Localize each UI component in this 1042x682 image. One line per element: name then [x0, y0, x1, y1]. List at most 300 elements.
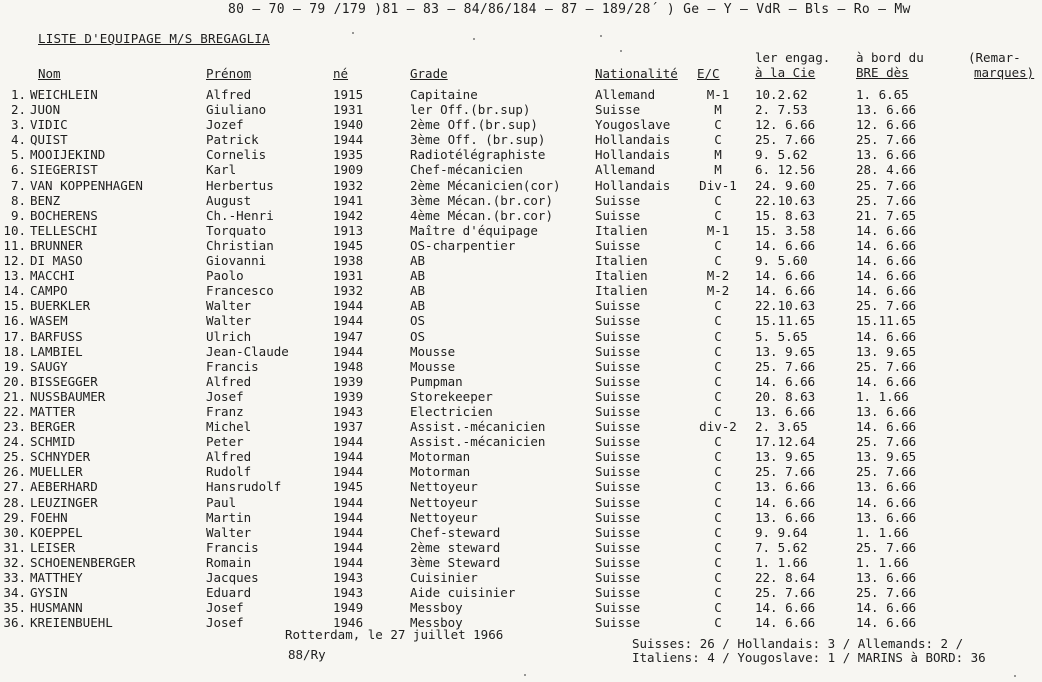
table-row: [0, 344, 1042, 359]
crew-nationality: Hollandais: [595, 132, 671, 148]
crew-contract-type: C: [714, 570, 722, 585]
crew-engagement-date: 14. 6.66: [755, 237, 816, 253]
crew-rank: Pumpman: [410, 373, 463, 389]
crew-first-name: Martin: [206, 509, 252, 525]
crew-on-board-date: 14. 6.66: [856, 268, 917, 284]
crew-contract-type: C: [714, 464, 722, 480]
crew-nationality: Suisse: [595, 358, 641, 374]
crew-on-board-date: 1. 1.66: [856, 554, 909, 570]
crew-contract-type: C: [714, 554, 722, 570]
crew-number: 13.: [3, 268, 26, 284]
crew-on-board-date: 14. 6.66: [856, 253, 917, 269]
crew-on-board-date: 25. 7.66: [856, 192, 917, 208]
crew-birth-year: 1944: [333, 464, 364, 480]
crew-surname: FOEHN: [30, 509, 68, 525]
crew-engagement-date: 25. 7.66: [755, 464, 816, 480]
crew-contract-type: C: [714, 539, 722, 555]
crew-first-name: Josef: [206, 600, 244, 616]
table-row: [0, 419, 1042, 434]
crew-rank: Maître d'équipage: [410, 222, 538, 238]
crew-on-board-date: 25. 7.66: [856, 464, 917, 480]
crew-birth-year: 1940: [333, 117, 364, 133]
crew-birth-year: 1937: [333, 419, 364, 435]
header-remarques-line1: (Remar-: [968, 50, 1021, 65]
crew-contract-type: M-1: [706, 87, 730, 102]
crew-engagement-date: 15. 8.63: [755, 207, 816, 223]
crew-surname: TELLESCHI: [30, 222, 98, 238]
crew-rank: Nettoyeur: [410, 479, 478, 495]
crew-number: 29.: [3, 509, 26, 525]
crew-number: 1.: [10, 87, 26, 102]
crew-engagement-date: 25. 7.66: [755, 585, 816, 601]
crew-nationality: Suisse: [595, 373, 641, 389]
crew-engagement-date: 13. 6.66: [755, 479, 816, 495]
crew-on-board-date: 1. 1.66: [856, 524, 909, 540]
crew-birth-year: 1913: [333, 222, 364, 238]
crew-rank: 4ème Mécan.(br.cor): [410, 207, 553, 223]
crew-nationality: Italien: [595, 268, 648, 284]
crew-engagement-date: 20. 8.63: [755, 388, 816, 404]
crew-first-name: Hansrudolf: [206, 479, 282, 495]
crew-birth-year: 1942: [333, 207, 364, 223]
crew-surname: BUERKLER: [30, 298, 91, 314]
crew-rank: Chef-steward: [410, 524, 501, 540]
crew-nationality: Hollandais: [595, 177, 671, 193]
crew-first-name: Herbertus: [206, 177, 274, 193]
crew-surname: SAUGY: [30, 358, 68, 374]
crew-first-name: Christian: [206, 237, 274, 253]
crew-on-board-date: 13. 6.66: [856, 102, 917, 118]
crew-nationality: Allemand: [595, 162, 656, 178]
crew-rank: Chef-mécanicien: [410, 162, 523, 178]
crew-number: 14.: [3, 283, 26, 299]
crew-first-name: Karl: [206, 162, 237, 178]
crew-surname: CAMPO: [30, 283, 68, 299]
header-nom: Nom: [38, 66, 61, 81]
crew-engagement-date: 22. 8.64: [755, 570, 816, 585]
crew-surname: SCHNYDER: [30, 449, 91, 465]
crew-on-board-date: 15.11.65: [856, 313, 917, 329]
crew-number: 8.: [10, 192, 26, 208]
crew-on-board-date: 25. 7.66: [856, 585, 917, 601]
crew-rank: Electricien: [410, 403, 493, 419]
header-a-bord-line1: à bord du: [856, 50, 924, 65]
crew-contract-type: C: [714, 253, 722, 269]
crew-contract-type: M: [714, 147, 722, 163]
scan-speck: [352, 32, 354, 34]
crew-number: 6.: [10, 162, 26, 178]
crew-surname: KOEPPEL: [30, 524, 83, 540]
crew-engagement-date: 22.10.63: [755, 192, 816, 208]
crew-birth-year: 1909: [333, 162, 364, 178]
crew-contract-type: C: [714, 403, 722, 419]
crew-birth-year: 1944: [333, 313, 364, 329]
crew-birth-year: 1945: [333, 237, 364, 253]
crew-nationality: Yougoslave: [595, 117, 671, 133]
crew-number: 22.: [3, 403, 26, 419]
crew-birth-year: 1935: [333, 147, 364, 163]
header-ne: né: [333, 66, 349, 81]
crew-number: 35.: [3, 600, 26, 616]
crew-on-board-date: 13. 6.66: [856, 509, 917, 525]
crew-rank: 3ème Off. (br.sup): [410, 132, 546, 148]
header-prenom: Prénom: [206, 66, 252, 81]
crew-birth-year: 1944: [333, 524, 364, 540]
table-row: [0, 434, 1042, 449]
crew-engagement-date: 25. 7.66: [755, 358, 816, 374]
crew-engagement-date: 25. 7.66: [755, 132, 816, 148]
scan-speck: [620, 50, 622, 52]
table-row: [0, 329, 1042, 344]
crew-contract-type: C: [714, 343, 722, 359]
crew-nationality: Suisse: [595, 343, 641, 359]
crew-summary: [632, 637, 986, 665]
crew-rank: Messboy: [410, 615, 463, 631]
crew-nationality: Suisse: [595, 554, 641, 570]
table-row: [0, 147, 1042, 162]
crew-contract-type: C: [714, 207, 722, 223]
crew-number: 26.: [3, 464, 26, 480]
crew-engagement-date: 14. 6.66: [755, 600, 816, 616]
table-row: [0, 479, 1042, 494]
crew-engagement-date: 14. 6.66: [755, 268, 816, 284]
crew-number: 2.: [10, 102, 26, 118]
crew-first-name: Paul: [206, 494, 237, 510]
crew-surname: SIEGERIST: [30, 162, 98, 178]
crew-birth-year: 1944: [333, 449, 364, 465]
crew-on-board-date: 13. 9.65: [856, 449, 917, 465]
crew-surname: LEUZINGER: [30, 494, 98, 510]
crew-engagement-date: 13. 6.66: [755, 403, 816, 419]
crew-rank: 2ème steward: [410, 539, 501, 555]
crew-first-name: Rudolf: [206, 464, 252, 480]
crew-engagement-date: 2. 3.65: [755, 419, 808, 435]
crew-first-name: Ulrich: [206, 328, 252, 344]
crew-on-board-date: 14. 6.66: [856, 222, 917, 238]
crew-rank: Cuisinier: [410, 570, 478, 585]
crew-engagement-date: 14. 6.66: [755, 494, 816, 510]
crew-surname: QUIST: [30, 132, 68, 148]
crew-contract-type: C: [714, 237, 722, 253]
header-remarques-line2: marques): [974, 65, 1035, 80]
crew-contract-type: C: [714, 358, 722, 374]
crew-birth-year: 1932: [333, 177, 364, 193]
crew-nationality: Suisse: [595, 539, 641, 555]
crew-number: 15.: [3, 298, 26, 314]
crew-nationality: Suisse: [595, 449, 641, 465]
crew-nationality: Hollandais: [595, 147, 671, 163]
crew-on-board-date: 21. 7.65: [856, 207, 917, 223]
crew-nationality: Italien: [595, 253, 648, 269]
crew-on-board-date: 28. 4.66: [856, 162, 917, 178]
crew-contract-type: C: [714, 494, 722, 510]
crew-on-board-date: 13. 6.66: [856, 570, 917, 585]
table-row: [0, 223, 1042, 238]
crew-rank: Assist.-mécanicien: [410, 434, 546, 450]
table-row: [0, 525, 1042, 540]
crew-on-board-date: 13. 6.66: [856, 147, 917, 163]
crew-nationality: Italien: [595, 283, 648, 299]
crew-first-name: Giovanni: [206, 253, 267, 269]
crew-first-name: Peter: [206, 434, 244, 450]
crew-surname: BRUNNER: [30, 237, 83, 253]
crew-on-board-date: 25. 7.66: [856, 298, 917, 314]
crew-nationality: Suisse: [595, 237, 641, 253]
crew-rank: OS: [410, 313, 426, 329]
crew-engagement-date: 24. 9.60: [755, 177, 816, 193]
crew-rank: AB: [410, 283, 426, 299]
crew-rank: Nettoyeur: [410, 509, 478, 525]
crew-rank: Mousse: [410, 343, 456, 359]
crew-first-name: Torquato: [206, 222, 267, 238]
crew-nationality: Suisse: [595, 615, 641, 631]
crew-birth-year: 1948: [333, 358, 364, 374]
crew-surname: HUSMANN: [30, 600, 83, 616]
table-row: [0, 87, 1042, 102]
crew-engagement-date: 14. 6.66: [755, 283, 816, 299]
crew-first-name: Giuliano: [206, 102, 267, 118]
crew-surname: LAMBIEL: [30, 343, 83, 359]
crew-surname: LEISER: [30, 539, 76, 555]
crew-on-board-date: 14. 6.66: [856, 283, 917, 299]
crew-on-board-date: 14. 6.66: [856, 328, 917, 344]
crew-nationality: Italien: [595, 222, 648, 238]
crew-engagement-date: 10.2.62: [755, 87, 808, 102]
crew-number: 17.: [3, 328, 26, 344]
crew-birth-year: 1943: [333, 403, 364, 419]
crew-engagement-date: 14. 6.66: [755, 615, 816, 631]
crew-number: 12.: [3, 253, 26, 269]
crew-birth-year: 1939: [333, 388, 364, 404]
crew-nationality: Suisse: [595, 403, 641, 419]
place-and-date: Rotterdam, le 27 juillet 1966: [285, 627, 504, 642]
reference-code-line: 80 – 70 – 79 /179 )81 – 83 – 84/86/184 – 87 – 189/28´ ) Ge – Y – VdR – Bls – Ro – Mw: [228, 2, 911, 17]
reference-initials: 88/Ry: [288, 647, 326, 662]
scan-speck: [1014, 675, 1016, 677]
crew-surname: GYSIN: [30, 585, 68, 601]
crew-birth-year: 1915: [333, 87, 364, 102]
crew-rank: OS: [410, 328, 426, 344]
crew-rank: Messboy: [410, 600, 463, 616]
table-row: [0, 253, 1042, 268]
crew-on-board-date: 1. 1.66: [856, 388, 909, 404]
table-row: [0, 359, 1042, 374]
crew-nationality: Allemand: [595, 87, 656, 102]
crew-engagement-date: 9. 5.62: [755, 147, 808, 163]
crew-engagement-date: 15. 3.58: [755, 222, 816, 238]
crew-on-board-date: 14. 6.66: [856, 494, 917, 510]
crew-number: 3.: [10, 117, 26, 133]
table-row: [0, 404, 1042, 419]
table-row: [0, 540, 1042, 555]
table-row: [0, 193, 1042, 208]
crew-rank: AB: [410, 298, 426, 314]
crew-surname: BOCHERENS: [30, 207, 98, 223]
crew-number: 28.: [3, 494, 26, 510]
crew-on-board-date: 1. 6.65: [856, 87, 909, 102]
crew-first-name: Josef: [206, 615, 244, 631]
crew-surname: DI MASO: [30, 253, 83, 269]
crew-first-name: Walter: [206, 524, 252, 540]
crew-first-name: Patrick: [206, 132, 259, 148]
crew-birth-year: 1944: [333, 132, 364, 148]
crew-nationality: Suisse: [595, 464, 641, 480]
table-row: [0, 132, 1042, 147]
summary-line-2: Italiens: 4 / Yougoslave: 1 / MARINS à BORD: 36: [632, 650, 986, 665]
crew-number: 19.: [3, 358, 26, 374]
crew-number: 32.: [3, 554, 26, 570]
crew-number: 20.: [3, 373, 26, 389]
crew-engagement-date: 6. 12.56: [755, 162, 816, 178]
crew-birth-year: 1944: [333, 434, 364, 450]
crew-engagement-date: 9. 5.60: [755, 253, 808, 269]
crew-birth-year: 1945: [333, 479, 364, 495]
crew-nationality: Suisse: [595, 328, 641, 344]
crew-surname: VIDIC: [30, 117, 68, 133]
crew-engagement-date: 17.12.64: [755, 434, 816, 450]
crew-surname: NUSSBAUMER: [30, 388, 106, 404]
crew-number: 21.: [3, 388, 26, 404]
crew-rank: Mousse: [410, 358, 456, 374]
crew-engagement-date: 13. 6.66: [755, 509, 816, 525]
header-engagement-line2: à la Cie: [755, 65, 816, 80]
document-title: LISTE D'EQUIPAGE M/S BREGAGLIA: [38, 31, 270, 46]
crew-first-name: Francis: [206, 539, 259, 555]
crew-surname: WEICHLEIN: [30, 87, 98, 102]
crew-contract-type: C: [714, 479, 722, 495]
crew-on-board-date: 12. 6.66: [856, 117, 917, 133]
crew-rank: AB: [410, 268, 426, 284]
crew-engagement-date: 13. 9.65: [755, 343, 816, 359]
crew-first-name: Paolo: [206, 268, 244, 284]
crew-surname: WASEM: [30, 313, 68, 329]
crew-nationality: Suisse: [595, 102, 641, 118]
crew-nationality: Suisse: [595, 313, 641, 329]
crew-birth-year: 1943: [333, 585, 364, 601]
crew-rank: 3ème Steward: [410, 554, 501, 570]
scan-speck: [600, 35, 602, 37]
crew-number: 33.: [3, 570, 26, 585]
crew-number: 7.: [10, 177, 26, 193]
table-row: [0, 283, 1042, 298]
crew-first-name: Jean-Claude: [206, 343, 289, 359]
crew-number: 36.: [3, 615, 26, 631]
table-row: [0, 268, 1042, 283]
crew-contract-type: M-2: [706, 283, 730, 299]
crew-first-name: Alfred: [206, 87, 252, 102]
crew-nationality: Suisse: [595, 524, 641, 540]
crew-rank: 2ème Mécanicien(cor): [410, 177, 561, 193]
table-row: [0, 585, 1042, 600]
table-row: [0, 555, 1042, 570]
crew-number: 25.: [3, 449, 26, 465]
crew-surname: KREIENBUEHL: [30, 615, 113, 631]
crew-surname: MATTHEY: [30, 570, 83, 585]
crew-number: 34.: [3, 585, 26, 601]
crew-on-board-date: 14. 6.66: [856, 600, 917, 616]
crew-engagement-date: 15.11.65: [755, 313, 816, 329]
crew-birth-year: 1943: [333, 570, 364, 585]
crew-birth-year: 1944: [333, 554, 364, 570]
crew-nationality: Suisse: [595, 585, 641, 601]
crew-first-name: Ch.-Henri: [206, 207, 274, 223]
crew-surname: VAN KOPPENHAGEN: [30, 177, 143, 193]
header-nationalite: Nationalité: [595, 66, 678, 81]
crew-contract-type: div-2: [699, 419, 737, 435]
crew-engagement-date: 1. 1.66: [755, 554, 808, 570]
crew-birth-year: 1931: [333, 102, 364, 118]
crew-on-board-date: 25. 7.66: [856, 177, 917, 193]
crew-engagement-date: 13. 9.65: [755, 449, 816, 465]
crew-first-name: Franz: [206, 403, 244, 419]
crew-surname: BARFUSS: [30, 328, 83, 344]
table-row: [0, 615, 1042, 630]
crew-contract-type: C: [714, 600, 722, 616]
crew-number: 9.: [10, 207, 26, 223]
crew-contract-type: C: [714, 434, 722, 450]
crew-contract-type: C: [714, 313, 722, 329]
crew-number: 18.: [3, 343, 26, 359]
crew-rank: Aide cuisinier: [410, 585, 516, 601]
crew-first-name: Walter: [206, 313, 252, 329]
crew-nationality: Suisse: [595, 434, 641, 450]
crew-first-name: Jacques: [206, 570, 259, 585]
crew-first-name: Josef: [206, 388, 244, 404]
summary-line-1: Suisses: 26 / Hollandais: 3 / Allemands: 2 /: [632, 636, 964, 651]
crew-contract-type: C: [714, 524, 722, 540]
crew-surname: MUELLER: [30, 464, 83, 480]
crew-contract-type: C: [714, 132, 722, 148]
scan-speck: [524, 674, 526, 676]
crew-birth-year: 1931: [333, 268, 364, 284]
crew-contract-type: C: [714, 388, 722, 404]
table-row: [0, 178, 1042, 193]
crew-rank: AB: [410, 253, 426, 269]
crew-birth-year: 1939: [333, 373, 364, 389]
table-row: [0, 389, 1042, 404]
crew-number: 11.: [3, 237, 26, 253]
crew-engagement-date: 14. 6.66: [755, 373, 816, 389]
crew-nationality: Suisse: [595, 479, 641, 495]
scan-speck: [473, 38, 475, 40]
header-ec: E/C: [697, 66, 720, 81]
crew-surname: JUON: [30, 102, 61, 118]
crew-birth-year: 1944: [333, 539, 364, 555]
crew-birth-year: 1949: [333, 600, 364, 616]
crew-rank: ler Off.(br.sup): [410, 102, 531, 118]
crew-rank: Motorman: [410, 464, 471, 480]
crew-on-board-date: 13. 9.65: [856, 343, 917, 359]
crew-contract-type: M-1: [706, 222, 730, 238]
crew-surname: MATTER: [30, 403, 76, 419]
crew-engagement-date: 5. 5.65: [755, 328, 808, 344]
table-row: [0, 102, 1042, 117]
header-engagement-line1: ler engag.: [755, 50, 831, 65]
table-row: [0, 464, 1042, 479]
crew-contract-type: M-2: [706, 268, 730, 284]
crew-contract-type: M: [714, 102, 722, 118]
crew-contract-type: C: [714, 117, 722, 133]
crew-table: [0, 87, 1042, 630]
table-row: [0, 313, 1042, 328]
crew-surname: BENZ: [30, 192, 61, 208]
table-row: [0, 374, 1042, 389]
crew-rank: 3ème Mécan.(br.cor): [410, 192, 553, 208]
crew-nationality: Suisse: [595, 388, 641, 404]
crew-contract-type: Div-1: [699, 177, 737, 193]
crew-birth-year: 1941: [333, 192, 364, 208]
crew-contract-type: M: [714, 162, 722, 178]
